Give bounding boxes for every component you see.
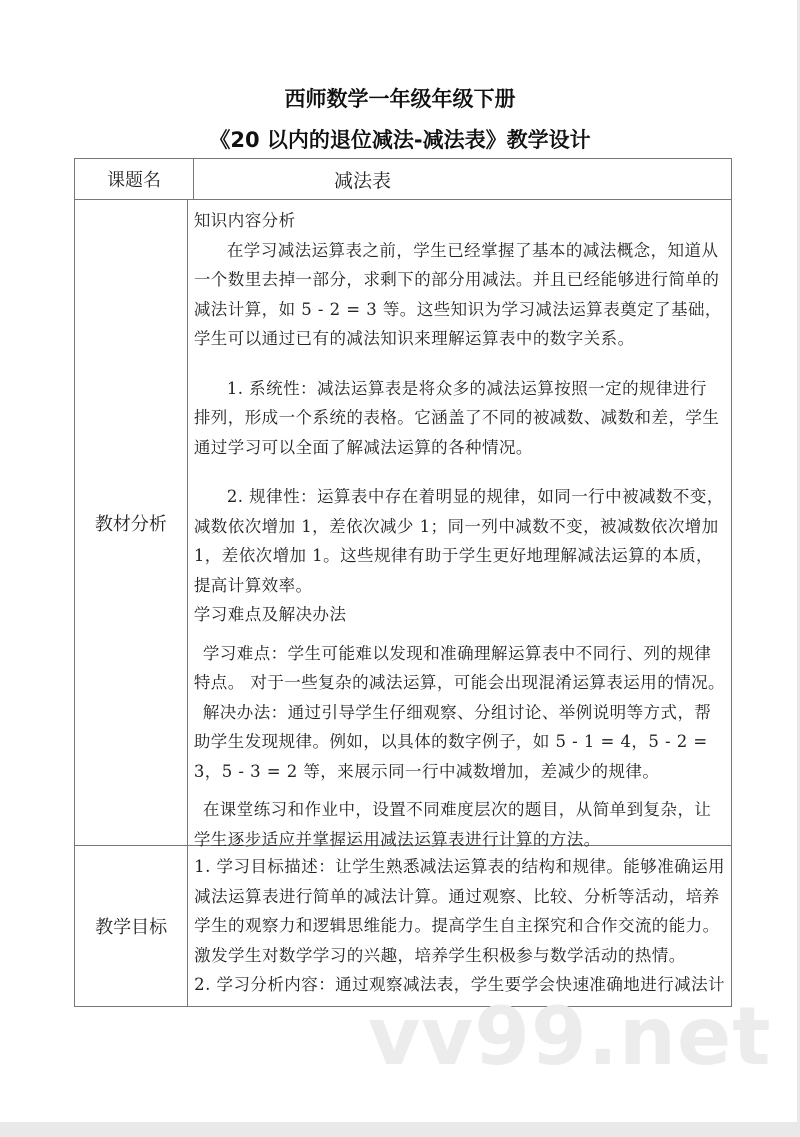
text-line: 排列，形成一个系统的表格。它涵盖了不同的被减数、减数和差，学生 [193, 408, 720, 427]
watermark: vv99.net [368, 990, 772, 1083]
text-line: 1. 学习目标描述：让学生熟悉减法运算表的结构和规律。能够准确运用 [194, 857, 725, 876]
text-line: 提高计算效率。 [193, 575, 313, 595]
text-line: 特点。 对于一些复杂的减法运算，可能会出现混淆运算表运用的情况。 [193, 673, 725, 692]
text-line: 在课堂练习和作业中，设置不同难度层次的题目，从简单到复杂，让 [202, 800, 712, 819]
lesson-plan-table [74, 158, 732, 1007]
topic-value: 减法表 [334, 169, 392, 192]
text-line: 减法计算，如 5 - 2 = 3 等。这些知识为学习减法运算表奠定了基础， [193, 299, 722, 319]
objectives-label: 教学目标 [75, 846, 188, 1006]
analysis-row [75, 199, 731, 849]
text-line: 减法运算表进行简单的减法计算。通过观察、比较、分析等活动，培养 [194, 886, 720, 906]
analysis-label: 教材分析 [75, 200, 188, 845]
objectives-row [75, 845, 731, 1006]
text-line: 3，5 - 3 = 2 等，来展示同一行中减数增加，差减少的规律。 [193, 761, 660, 781]
text-line: 1. 系统性：减法运算表是将众多的减法运算按照一定的规律进行 [226, 378, 707, 398]
text-line: 激发学生对数学学习的兴趣，培养学生积极参与数学活动的热情。 [194, 945, 686, 965]
text-line: 1，差依次增加 1。这些规律有助于学生更好地理解减法运算的本质， [193, 546, 713, 565]
analysis-content [188, 200, 731, 849]
text-line: 学生的观察力和逻辑思维能力。提高学生自主探究和合作交流的能力。 [194, 916, 720, 935]
text-line: 学习难点：学生可能难以发现和准确理解运算表中不同行、列的规律 [202, 643, 712, 663]
document-subtitle: 《20 以内的退位减法-减法表》教学设计 [209, 128, 591, 152]
text-line: 一个数里去掉一部分，求剩下的部分用减法。并且已经能够进行简单的 [193, 270, 720, 289]
objectives-content [188, 846, 731, 1006]
text-line: 2. 规律性：运算表中存在着明显的规律，如同一行中被减数不变， [226, 487, 724, 506]
topic-row [75, 159, 731, 199]
text-line: 助学生发现规律。例如，以具体的数字例子，如 5 - 1 = 4，5 - 2 = [193, 732, 708, 751]
text-line: 学生可以通过已有的减法知识来理解运算表中的数字关系。 [193, 329, 635, 348]
text-line: 解决办法：通过引导学生仔细观察、分组讨论、举例说明等方式，帮 [202, 702, 712, 722]
topic-label: 课题名 [75, 159, 194, 199]
section-heading: 知识内容分析 [193, 211, 296, 230]
text-line: 2. 学习分析内容：通过观察减法表，学生要学会快速准确地进行减法计 [194, 975, 725, 994]
text-line: 在学习减法运算表之前，学生已经掌握了基本的减法概念，知道从 [226, 240, 719, 260]
text-line: 通过学习可以全面了解减法运算的各种情况。 [193, 437, 533, 457]
text-line: 减数依次增加 1，差依次减少 1；同一列中减数不变，被减数依次增加 [193, 516, 719, 536]
document-title: 西师数学一年级年级下册 [284, 87, 516, 111]
section-heading: 学习难点及解决办法 [193, 605, 347, 624]
text-line: 学生逐步适应并掌握运用减法运算表进行计算的方法。 [193, 829, 601, 849]
